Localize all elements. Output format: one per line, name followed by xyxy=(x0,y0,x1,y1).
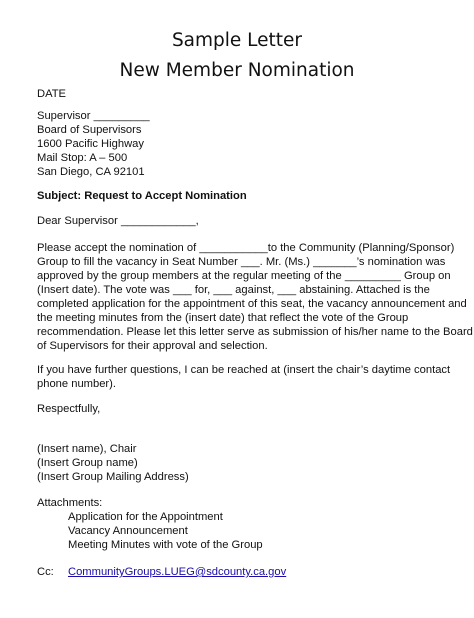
body-line: completed application for the appointment of this seat, the vacancy announcement and xyxy=(37,298,467,310)
date-line: DATE xyxy=(37,88,67,100)
body-line: approved by the group members at the regular meeting of the _________ Group on xyxy=(37,270,451,282)
body-line: of Supervisors for their approval and selection. xyxy=(37,340,268,352)
attachment-item: Meeting Minutes with vote of the Group xyxy=(68,539,263,551)
subject-line: Subject: Request to Accept Nomination xyxy=(37,190,247,202)
attachment-item: Vacancy Announcement xyxy=(68,525,188,537)
address-line: Board of Supervisors xyxy=(37,124,142,136)
body-line: If you have further questions, I can be reached at (insert the chair’s daytime contact xyxy=(37,364,451,376)
attachment-item: Application for the Appointment xyxy=(68,511,223,523)
cc-label: Cc: xyxy=(37,566,54,578)
body-line: the meeting minutes from the (insert date) that reflect the vote of the Group xyxy=(37,312,409,324)
cc-email-link[interactable]: CommunityGroups.LUEG@sdcounty.ca.gov xyxy=(68,566,287,578)
letter-title: Sample Letter xyxy=(171,30,303,51)
address-line: San Diego, CA 92101 xyxy=(37,166,145,178)
body-line: Group to fill the vacancy in Seat Number ___. Mr. (Ms.) _______’s nomination was xyxy=(37,256,446,268)
closing: Respectfully, xyxy=(37,403,101,415)
address-line: Supervisor _________ xyxy=(37,110,150,122)
letter-subtitle: New Member Nomination xyxy=(119,60,355,81)
signature-line: (Insert name), Chair xyxy=(37,443,137,455)
address-line: Mail Stop: A – 500 xyxy=(37,152,128,164)
body-line: recommendation. Please let this letter serve as submission of his/her name to the Board xyxy=(37,326,473,338)
body-line: (Insert date). The vote was ___ for, ___ against, ___ abstaining. Attached is the xyxy=(37,284,430,296)
signature-line: (Insert Group name) xyxy=(37,457,138,469)
signature-line: (Insert Group Mailing Address) xyxy=(37,471,189,483)
salutation: Dear Supervisor ____________, xyxy=(37,215,199,227)
address-line: 1600 Pacific Highway xyxy=(37,138,144,150)
body-line: phone number). xyxy=(37,378,116,390)
attachments-label: Attachments: xyxy=(37,497,103,509)
body-line: Please accept the nomination of ___________to the Community (Planning/Sponsor) xyxy=(37,242,455,254)
